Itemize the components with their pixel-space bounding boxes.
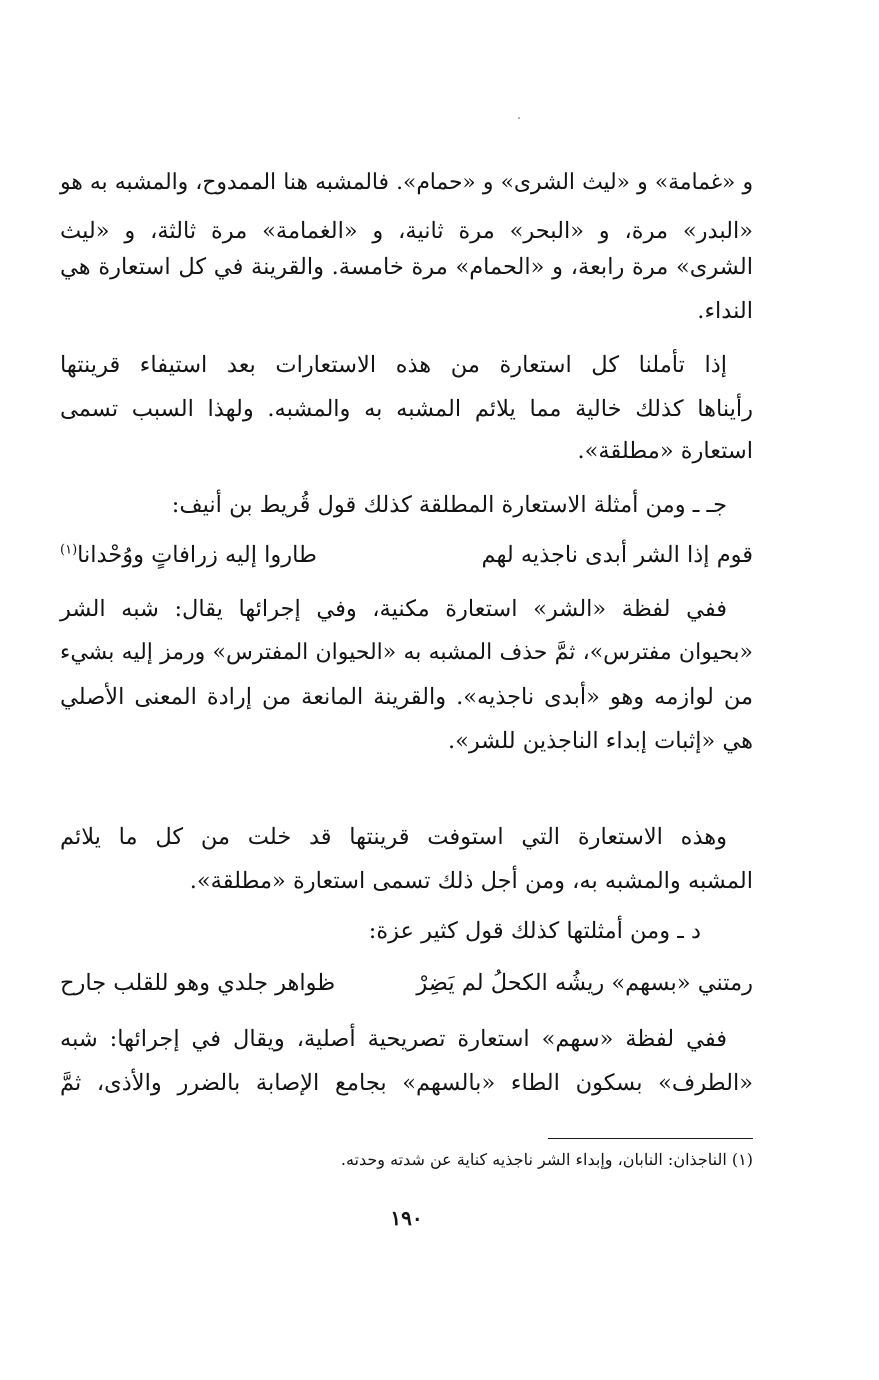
verse-first-hemistich: قوم إذا الشر أبدى ناجذيه لهم <box>481 542 753 568</box>
text-line: و «غمامة» و «ليث الشرى» و «حمام». فالمشبه هنا الممدوح، والمشبه به هو <box>60 170 753 195</box>
text-line: النداء. <box>697 298 753 324</box>
verse-first-hemistich: رمتني «بسهم» ريشُه الكحلُ لم يَضِرْ <box>416 970 753 996</box>
book-page <box>60 0 753 1380</box>
text-line: إذا تأملنا كل استعارة من هذه الاستعارات بعد استيفاء قرينتها <box>60 352 727 378</box>
footnote-separator <box>548 1138 753 1139</box>
text-line: من لوازمه وهو «أبدى ناجذيه». والقرينة المانعة من إرادة المعنى الأصلي <box>60 684 753 710</box>
text-line: د ـ ومن أمثلتها كذلك قول كثير عزة: <box>368 918 701 944</box>
text-line: المشبه والمشبه به، ومن أجل ذلك تسمى استعارة «مطلقة». <box>189 868 753 894</box>
text-line: «البدر» مرة، و «البحر» مرة ثانية، و «الغمامة» مرة ثالثة، و «ليث <box>60 218 753 244</box>
text-line: وهذه الاستعارة التي استوفت قرينتها قد خلت من كل ما يلائم <box>60 824 727 850</box>
text-line: ففي لفظة «الشر» استعارة مكنية، وفي إجرائها يقال: شبه الشر <box>60 596 727 622</box>
text-line: «الطرف» بسكون الطاء «بالسهم» بجامع الإصابة بالضرر والأذى، ثمَّ <box>60 1070 753 1096</box>
text-line: جـ ـ ومن أمثلة الاستعارة المطلقة كذلك قول قُريط بن أنيف: <box>171 492 727 518</box>
verse-second-hemistich <box>60 542 317 569</box>
text-line: الشرى» مرة رابعة، و «الحمام» مرة خامسة. والقرينة في كل استعارة هي <box>60 254 753 280</box>
verse-second-hemistich: ظواهر جلدي وهو للقلب جارح <box>60 970 336 996</box>
text-line: ففي لفظة «سهم» استعارة تصريحية أصلية، ويقال في إجرائها: شبه <box>60 1026 727 1052</box>
scan-speck <box>518 117 520 119</box>
text-line: رأيناها كذلك خالية مما يلائم المشبه به والمشبه. ولهذا السبب تسمى <box>60 396 753 422</box>
footnote: (١) الناجذان: النابان، وإبداء الشر ناجذيه كناية عن شدته وحدته. <box>340 1150 753 1169</box>
poetry-verse <box>60 542 753 574</box>
footnote-marker: (١) <box>60 542 78 558</box>
poetry-verse <box>60 970 753 1002</box>
verse-second-text: طاروا إليه زرافاتٍ ووُحْدانا <box>77 542 317 568</box>
text-line: استعارة «مطلقة». <box>577 438 753 464</box>
text-line: هي «إثبات إبداء الناجذين للشر». <box>447 728 753 754</box>
text-line: «بحيوان مفترس»، ثمَّ حذف المشبه به «الحيوان المفترس» ورمز إليه بشيء <box>60 640 753 665</box>
page-number: ١٩٠ <box>390 1206 423 1230</box>
